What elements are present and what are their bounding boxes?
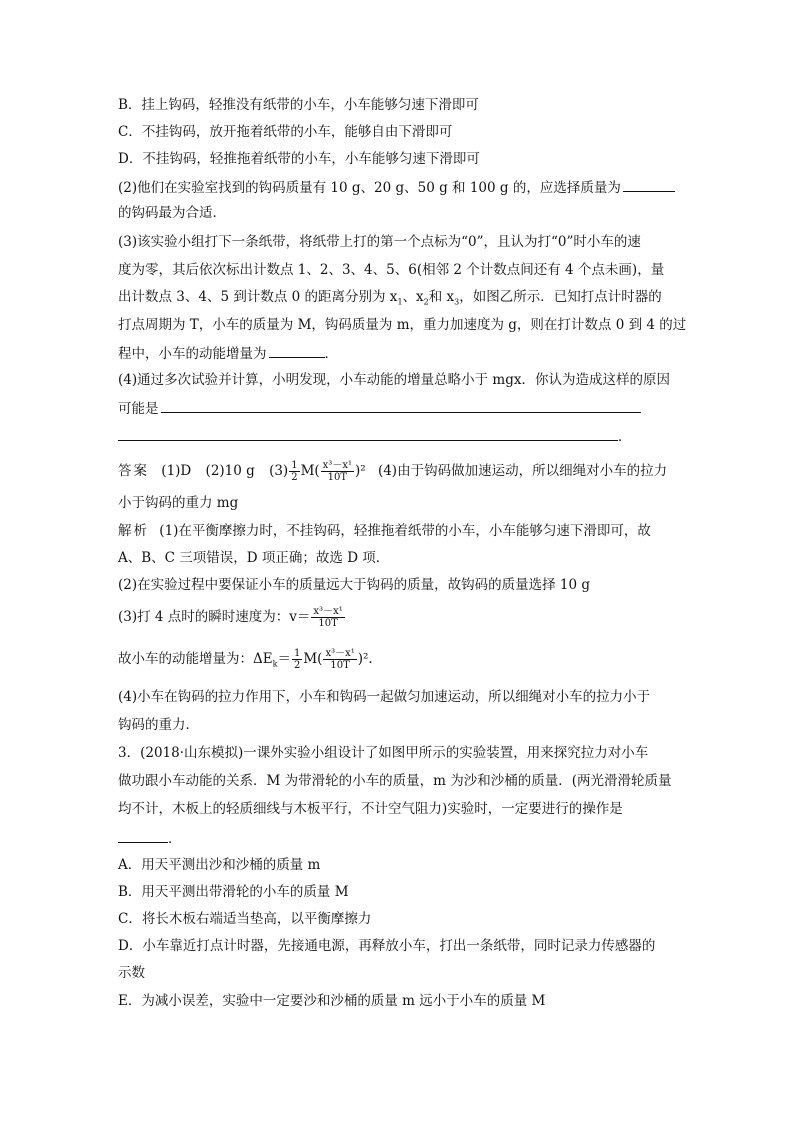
q2-part2-line1 bbox=[118, 177, 675, 197]
q3-option-c: C．将长木板右端适当垫高，以平衡摩擦力 bbox=[118, 911, 372, 927]
fraction-denominator: 10T bbox=[330, 660, 350, 671]
answer-blank bbox=[118, 828, 168, 843]
q3-option-e: E．为减小误差，实验中一定要沙和沙桶的质量 m 远小于小车的质量 M bbox=[118, 993, 546, 1009]
answer-blank bbox=[118, 426, 618, 441]
q2-part3-line3 bbox=[118, 288, 662, 312]
answer-blank bbox=[269, 343, 325, 358]
q2-part4-line1: (4)通过多次试验并计算，小明发现，小车动能的增量总略小于 mgx．你认为造成这样的原因 bbox=[118, 372, 670, 388]
q2-part3-line2: 度为零，其后依次标出计数点 1、2、3、4、5、6(相邻 2 个计数点间还有 4 个点未画)，量 bbox=[118, 262, 665, 278]
analysis-text: 故小车的动能增量为：ΔE bbox=[118, 651, 273, 667]
fraction-numerator: x³－x¹ bbox=[325, 648, 355, 659]
analysis-line2: A、B、C 三项错误，D 项正确；故选 D 项． bbox=[118, 550, 390, 566]
analysis-line5 bbox=[118, 648, 373, 674]
fraction-half bbox=[289, 460, 299, 483]
subscript: 2 bbox=[423, 297, 429, 307]
mass-symbol: M( bbox=[300, 463, 320, 479]
q2-part3-line5 bbox=[118, 343, 338, 363]
period: ． bbox=[618, 429, 632, 445]
period: ． bbox=[168, 831, 182, 847]
q2-part3-text-b: 、x bbox=[402, 289, 424, 305]
q2-part3-text-d: ，如图乙所示．已知打点计时器的 bbox=[459, 289, 662, 305]
q3-option-d-line1: D．小车靠近打点计时器，先接通电源，再释放小车，打出一条纸带，同时记录力传感器的 bbox=[118, 938, 656, 954]
subscript: k bbox=[272, 659, 278, 669]
answer-4: (4)由于钩码做加速运动，所以细绳对小车的拉力 bbox=[377, 463, 668, 479]
fraction-half bbox=[292, 648, 302, 671]
fraction-numerator: 1 bbox=[291, 460, 298, 471]
answer-line2: 小于钩码的重力 mg bbox=[118, 495, 239, 511]
q3-option-a: A．用天平测出沙和沙桶的质量 m bbox=[118, 857, 321, 873]
q2-part3-text-c: 和 x bbox=[428, 289, 455, 305]
option-b: B．挂上钩码，轻推没有纸带的小车，小车能够匀速下滑即可 bbox=[118, 97, 479, 113]
equals-sign: ＝ bbox=[277, 651, 291, 667]
subscript: 1 bbox=[397, 297, 403, 307]
q3-line2: 做功跟小车动能的关系．M 为带滑轮的小车的质量，m 为沙和沙桶的质量．(两光滑滑轮质量 bbox=[118, 773, 672, 789]
q3-option-d-line2: 示数 bbox=[118, 965, 145, 981]
q2-part4-line3 bbox=[118, 426, 632, 446]
subscript: 3 bbox=[454, 297, 460, 307]
analysis-line1 bbox=[118, 522, 651, 540]
fraction-denominator: 10T bbox=[318, 618, 338, 629]
answer-blank bbox=[161, 398, 641, 413]
q2-part3-line4: 打点周期为 T，小车的质量为 M，钩码质量为 m，重力加速度为 g，则在打计数点 0 到 4 的过 bbox=[118, 317, 687, 333]
analysis-text: (3)打 4 点时的瞬时速度为：v＝ bbox=[118, 609, 311, 625]
answer-2: (2)10 g bbox=[205, 463, 255, 479]
answer-line1 bbox=[118, 460, 667, 483]
q2-part4-line2 bbox=[118, 398, 641, 418]
mass-symbol: M( bbox=[303, 651, 323, 667]
analysis-suffix: )². bbox=[357, 651, 373, 667]
answer-label: 答案 bbox=[118, 463, 149, 479]
answer-3-prefix: (3) bbox=[269, 463, 289, 479]
option-c: C．不挂钩码，放开拖着纸带的小车，能够自由下滑即可 bbox=[118, 124, 453, 140]
answer-1: (1)D bbox=[161, 463, 192, 479]
q3-line3: 均不计，木板上的轻质细线与木板平行，不计空气阻力)实验时，一定要进行的操作是 bbox=[118, 801, 623, 817]
q2-part3-text-e: 程中，小车的动能增量为 bbox=[118, 346, 267, 362]
analysis-label: 解析 bbox=[118, 523, 149, 539]
q2-part4-text: 可能是 bbox=[118, 401, 159, 417]
q3-option-b: B．用天平测出带滑轮的小车的质量 M bbox=[118, 884, 349, 900]
q3-line1: 3．(2018·山东模拟)一课外实验小组设计了如图甲所示的实验装置，用来探究拉力对小车 bbox=[118, 745, 649, 761]
analysis-line6: (4)小车在钩码的拉力作用下，小车和钩码一起做匀加速运动，所以细绳对小车的拉力小于 bbox=[118, 689, 651, 705]
q2-part3-text-a: 出计数点 3、4、5 到计数点 0 的距离分别为 x bbox=[118, 289, 398, 305]
fraction-denominator: 2 bbox=[293, 660, 301, 671]
q3-line4 bbox=[118, 828, 182, 848]
fraction-numerator: x³－x¹ bbox=[322, 460, 352, 471]
answer-3-suffix: )² bbox=[354, 463, 366, 479]
analysis-line3: (2)在实验过程中要保证小车的质量远大于钩码的质量，故钩码的质量选择 10 g bbox=[118, 577, 591, 593]
fraction-velocity bbox=[321, 460, 354, 483]
q2-part3-line1: (3)该实验小组打下一条纸带，将纸带上打的第一个点标为“0”，且认为打“0”时小车的速 bbox=[118, 234, 641, 250]
analysis-text: (1)在平衡摩擦力时，不挂钩码，轻推拖着纸带的小车，小车能够匀速下滑即可，故 bbox=[159, 523, 651, 539]
answer-blank bbox=[623, 177, 675, 192]
fraction-denominator: 2 bbox=[291, 472, 298, 483]
analysis-line4 bbox=[118, 606, 346, 629]
option-d: D．不挂钩码，轻推拖着纸带的小车，小车能够匀速下滑即可 bbox=[118, 151, 480, 167]
fraction-velocity bbox=[323, 648, 356, 671]
period: ． bbox=[324, 346, 338, 362]
fraction-numerator: x³－x¹ bbox=[313, 606, 343, 617]
q2-part2-line2: 的钩码最为合适． bbox=[118, 205, 226, 221]
fraction-denominator: 10T bbox=[327, 472, 348, 483]
q2-part2-text: (2)他们在实验室找到的钩码质量有 10 g、20 g、50 g 和 100 g 的，应选择质量为 bbox=[118, 180, 621, 196]
analysis-line7: 钩码的重力． bbox=[118, 717, 199, 733]
fraction-numerator: 1 bbox=[293, 648, 301, 659]
fraction-velocity bbox=[311, 606, 344, 629]
